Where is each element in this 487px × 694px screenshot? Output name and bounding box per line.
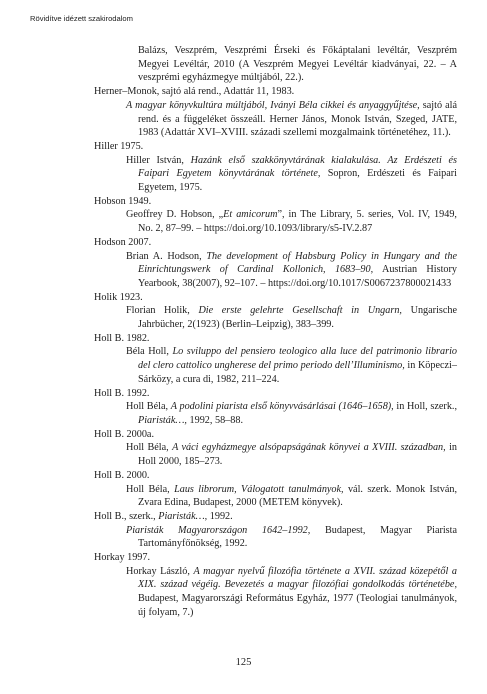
reference-text: Horkay László, bbox=[126, 565, 194, 577]
reference-text: Holl B., szerk., bbox=[94, 510, 159, 522]
italic-title: Et amicorum bbox=[223, 209, 278, 221]
reference-text: 1992. bbox=[207, 510, 233, 522]
citation-key bbox=[94, 195, 457, 209]
citation-key bbox=[94, 428, 457, 442]
reference-text: Hiller 1975. bbox=[94, 140, 144, 152]
reference-text: vál. szerk. Monok István, Zvara Edina, Budapest, 2000 (METEM könyvek). bbox=[138, 483, 457, 509]
reference-text: Holl Béla, bbox=[126, 401, 171, 413]
citation-key bbox=[94, 236, 457, 250]
reference-text: Holl B. 2000a. bbox=[94, 428, 154, 440]
reference-entry bbox=[94, 154, 457, 195]
reference-text: ”, in The Library, 5. series, Vol. IV, 1949, No. 2, 87–99. – https://doi.org/10.1093/library/s5-IV.2.87 bbox=[138, 209, 457, 235]
italic-title: A podolini piarista első könyvvásárlásai (1646–1658), bbox=[170, 401, 394, 413]
italic-title: Piaristák…, bbox=[158, 510, 208, 522]
italic-title: Piaristák Magyarországon 1642–1992, bbox=[126, 524, 311, 536]
reference-entry bbox=[94, 345, 457, 386]
reference-text: Hodson 2007. bbox=[94, 236, 152, 248]
reference-entry bbox=[94, 565, 457, 620]
reference-text: Budapest, Magyar Piarista Tartományfőnökség, 1992. bbox=[138, 524, 458, 550]
reference-entry bbox=[94, 250, 457, 291]
reference-text: Horkay 1997. bbox=[94, 552, 151, 564]
page-number: 125 bbox=[235, 657, 252, 668]
reference-text: in Köpeczi–Sárközy, a cura di, 1982, 211–224. bbox=[138, 360, 457, 385]
reference-text: Budapest, Magyarországi Református Egyház, 1977 (Teologiai tanulmányok, új folyam, 7.) bbox=[138, 593, 457, 618]
italic-title: Laus librorum, Válogatott tanulmányok, bbox=[174, 483, 344, 495]
reference-text: Brian A. Hodson, bbox=[126, 250, 207, 262]
reference-text: 1992, 58–88. bbox=[186, 414, 243, 426]
reference-text: Holl Béla, bbox=[126, 442, 173, 454]
italic-title: Piaristák…, bbox=[138, 414, 187, 426]
italic-title: The development of Habsburg Policy in Hungary and the Einrichtungswerk of Cardinal Kollonich, 1683–90, bbox=[138, 250, 458, 276]
reference-entry bbox=[94, 99, 457, 140]
italic-title: Die erste gelehrte Gesellschaft in Ungarn, bbox=[198, 305, 402, 317]
running-head: Rövidítve idézett szakirodalom bbox=[30, 14, 133, 23]
reference-text: in Holl 2000, 185–273. bbox=[138, 442, 457, 468]
reference-text: Geoffrey D. Hobson, „ bbox=[126, 209, 224, 221]
citation-key bbox=[94, 291, 457, 305]
reference-text: in Holl, szerk., bbox=[393, 401, 458, 413]
reference-text: Béla Holl, bbox=[126, 346, 173, 358]
citation-key bbox=[94, 332, 457, 346]
reference-text: Florian Holik, bbox=[126, 305, 199, 317]
reference-entry bbox=[94, 400, 457, 427]
reference-entry bbox=[94, 208, 457, 235]
italic-title: A váci egyházmegye alsópapságának könyvei a XVIII. században, bbox=[172, 442, 446, 454]
italic-title: Lo sviluppo del pensiero teologico alla luce del patrimonio librario del clero cattolico ungherese del primo periodo dell’Illuminismo, bbox=[138, 346, 457, 372]
italic-title: A magyar könyvkultúra múltjából, Iványi Béla cikkei és anyaggyűjtése, bbox=[126, 99, 420, 111]
reference-text: Sopron, Erdészeti és Faipari Egyetem, 1975. bbox=[138, 168, 457, 194]
reference-entry bbox=[94, 483, 457, 510]
italic-title: A magyar nyelvű filozófia története a XVII. század közepétől a XIX. század végéig. Bevezetés a magyar filozófiai gondolkodás történetébe, bbox=[138, 565, 458, 591]
reference-entry bbox=[94, 304, 457, 331]
reference-entry bbox=[94, 524, 457, 551]
reference-text: Austrian History Yearbook, 38(2007), 92–107. – https://doi.org/10.1017/S0067237800021433 bbox=[138, 264, 457, 289]
citation-key bbox=[94, 551, 457, 565]
citation-key bbox=[94, 140, 457, 154]
citation-key bbox=[94, 387, 457, 401]
reference-text: Holik 1923. bbox=[94, 291, 143, 303]
reference-text: Herner–Monok, sajtó alá rend., Adattár 11, 1983. bbox=[94, 86, 295, 98]
reference-text: Hobson 1949. bbox=[94, 195, 152, 207]
citation-key bbox=[94, 85, 457, 99]
italic-title: Hazánk első szakkönyvtárának kialakulása. Az Erdészeti és Faipari Egyetem könyvtárának története, bbox=[138, 154, 457, 180]
reference-text: Balázs, Veszprém, Veszprémi Érseki és Főkáptalani levéltár, Veszprém Megyei Levéltár, 2010 (A Veszprém Megyei Levéltár kiadványai, 22. – A veszprémi egyházmegye múltjából, 22.). bbox=[138, 45, 457, 84]
reference-text: Holl Béla, bbox=[126, 483, 175, 495]
reference-text: Holl B. 2000. bbox=[94, 469, 150, 481]
reference-text: Hiller István, bbox=[126, 154, 191, 166]
citation-key bbox=[94, 510, 457, 524]
bibliography-list bbox=[94, 44, 457, 620]
reference-text: Ungarische Jahrbücher, 2(1923) (Berlin–Leipzig), 383–399. bbox=[138, 305, 457, 331]
reference-text: Holl B. 1982. bbox=[94, 332, 150, 344]
reference-text: sajtó alá rend. és a függeléket összeáll. Herner János, Monok István, Szeged, JATE, 1983 (Adattár XVI–XVIII. századi szellemi mozgalmaink történetéhez, 11.). bbox=[138, 99, 457, 139]
reference-continuation bbox=[94, 44, 457, 85]
citation-key bbox=[94, 469, 457, 483]
reference-entry bbox=[94, 441, 457, 468]
reference-text: Holl B. 1992. bbox=[94, 387, 150, 399]
